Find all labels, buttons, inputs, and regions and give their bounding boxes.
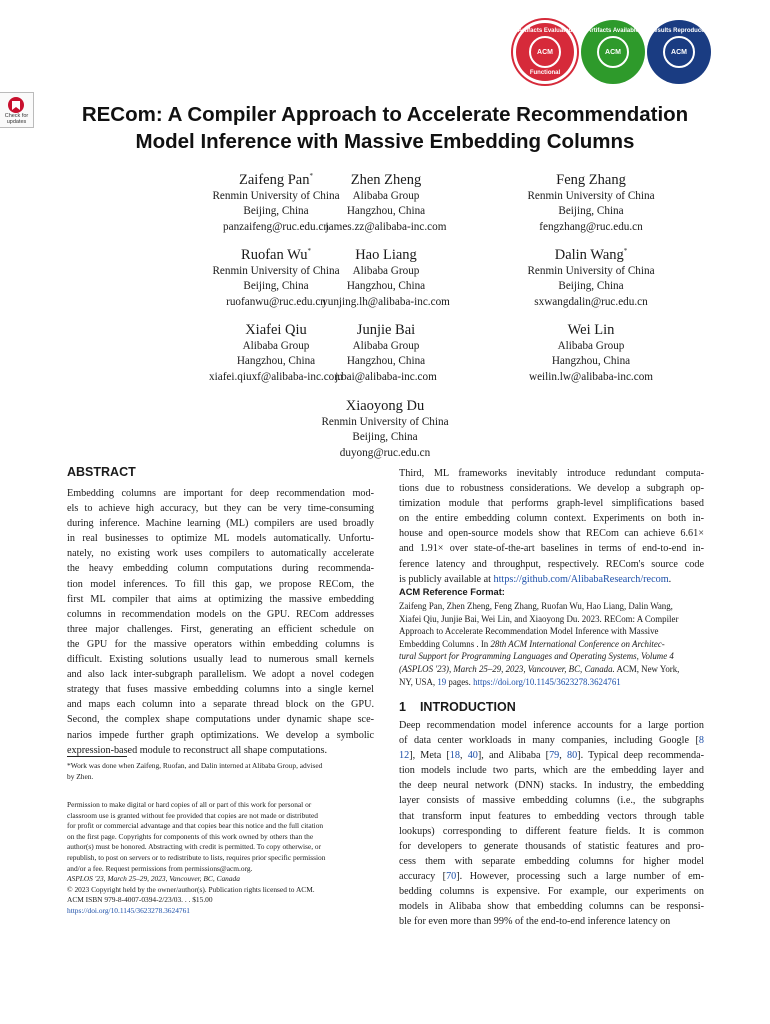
section-number: 1 — [399, 700, 406, 714]
ref-line-3: Approach to Accelerate Recommendation Model Inference with Massive — [399, 626, 659, 637]
abstract-body — [67, 486, 374, 758]
badge-sublabel: Functional — [529, 70, 561, 76]
author-location: Hangzhou, China — [346, 205, 426, 218]
intro-line: accuracy [70]. However, processing such a large number of em- — [399, 870, 704, 882]
intro-line: bedding columns is expensive. For example, our experiments on — [399, 886, 704, 898]
author-name — [276, 168, 496, 189]
author-email[interactable]: fengzhang@ruc.edu.cn — [539, 220, 643, 233]
author-email[interactable]: sxwangdalin@ruc.edu.cn — [534, 295, 648, 308]
author-entry — [481, 243, 701, 310]
intro-line: for developers to generate thousands of statistic features and pro- — [399, 840, 704, 852]
author-affiliation: Renmin University of China — [212, 264, 340, 277]
abstract-line: the heavy embedding column computations during recommenda- — [67, 563, 374, 575]
pages-link[interactable]: 19 — [437, 676, 447, 687]
badge-label: Artifacts Evaluated — [517, 28, 573, 34]
badge-label: Results Reproduced — [649, 28, 709, 34]
author-affiliation: Alibaba Group — [352, 339, 420, 352]
intro-line: lookups) corresponding to different feature fields. It is common — [399, 825, 704, 837]
abstract-line: nately, no existing work uses compilers to automatically accelerate — [67, 548, 374, 560]
author-footnote-mark: * — [307, 247, 311, 255]
intro-line: 12], Meta [18, 40], and Alibaba [79, 80]. Typical deep recommenda- — [399, 750, 704, 762]
permission-line: for profit or commercial advantage and that copies bear this notice and the full citation — [67, 821, 324, 831]
abstract-continued-line: and 1.91× over state-of-the-art baselines in terms of end-to-end in- — [399, 543, 704, 555]
abstract-continued-line: tions due to robustness considerations. We develop a subgraph op- — [399, 483, 704, 495]
permission-line: author(s) must be honored. Abstracting with credit is permitted. To copy otherwise, or — [67, 842, 322, 852]
repo-link[interactable]: https://github.com/AlibabaResearch/recom — [493, 573, 669, 585]
doi-link[interactable]: https://doi.org/10.1145/3623278.3624761 — [67, 905, 190, 915]
acm-logo-icon: ACM — [597, 36, 629, 68]
copyright-line: © 2023 Copyright held by the owner/author(s). Publication rights licensed to ACM. — [67, 884, 315, 894]
badge-label: Artifacts Available — [587, 28, 639, 34]
section-title: INTRODUCTION — [419, 700, 516, 714]
author-name-text: Xiafei Qiu — [245, 321, 307, 338]
citation-link[interactable]: 79 — [549, 750, 560, 762]
author-email[interactable]: j.bai@alibaba-inc.com — [335, 370, 437, 383]
title-line-2: Model Inference with Massive Embedding Columns — [135, 130, 635, 153]
permission-block — [67, 800, 374, 917]
author-name — [275, 394, 495, 415]
author-email[interactable]: panzaifeng@ruc.edu.cn — [223, 220, 329, 233]
permission-line: republish, to post on servers or to redistribute to lists, requires prior specific permission — [67, 852, 326, 862]
author-affiliation: Renmin University of China — [321, 415, 449, 428]
author-name-text: Dalin Wang — [554, 246, 624, 263]
acm-logo-icon: ACM — [529, 36, 561, 68]
citation-link[interactable]: 12 — [399, 750, 410, 762]
artifacts-evaluated-badge[interactable] — [513, 20, 577, 84]
ref-line-7: NY, USA, 19 pages. https://doi.org/10.1145/3623278.3624761 — [399, 676, 621, 687]
author-entry — [481, 318, 701, 385]
author-location: Beijing, China — [243, 205, 309, 218]
abstract-line: narios impede further graph optimizations. We develop a symbolic — [67, 729, 374, 741]
author-entry — [481, 168, 701, 235]
citation-link[interactable]: 80 — [566, 750, 578, 762]
abstract-continued-line: Third, ML frameworks inevitably introduce redundant computa- — [399, 468, 704, 479]
abstract-line: tion model inferences. To fill this gap, we propose RECom, the — [67, 578, 374, 590]
acm-logo-icon: ACM — [663, 36, 695, 68]
artifacts-available-badge[interactable] — [581, 20, 645, 84]
author-name-text: Zaifeng Pan — [239, 171, 310, 188]
author-name — [276, 318, 496, 339]
abstract-line: first ML compiler that aims at optimizing the massive embedding — [67, 593, 374, 605]
footnote — [67, 761, 374, 782]
intro-line: the deep neural network (DNN) stacks. In industry, the embedding — [399, 780, 704, 792]
isbn-line: ACM ISBN 979-8-4007-0394-2/23/03. . . $15.00 — [67, 895, 213, 905]
abstract-line: els to achieve high accuracy, but they can be very time-consuming — [67, 503, 374, 515]
citation-link[interactable]: 40 — [467, 750, 478, 762]
author-affiliation: Alibaba Group — [352, 189, 420, 202]
author-location: Beijing, China — [352, 431, 418, 444]
author-location: Beijing, China — [243, 280, 309, 293]
permission-line: on the first page. Copyrights for components of this work owned by others than the — [67, 831, 314, 841]
ref-line-5: tural Support for Programming Languages and Operating Systems, Volume 4 — [399, 651, 674, 662]
ref-line-1: Zaifeng Pan, Zhen Zheng, Feng Zhang, Ruofan Wu, Hao Liang, Dalin Wang, — [399, 601, 673, 611]
author-name — [481, 243, 701, 264]
author-affiliation: Renmin University of China — [212, 189, 340, 202]
author-location: Hangzhou, China — [346, 280, 426, 293]
doi-link[interactable]: https://doi.org/10.1145/3623278.3624761 — [473, 676, 621, 687]
author-affiliation: Renmin University of China — [527, 264, 655, 277]
author-location: Hangzhou, China — [551, 355, 631, 368]
citation-link[interactable]: 70 — [446, 870, 457, 882]
author-email[interactable]: james.zz@alibaba-inc.com — [325, 220, 447, 233]
author-name — [276, 243, 496, 264]
abstract-line: and maps each column into a separate thread block on the GPU. — [67, 699, 374, 711]
author-affiliation: Alibaba Group — [352, 264, 420, 277]
author-email[interactable]: ruofanwu@ruc.edu.cn — [226, 295, 326, 308]
intro-line: of data center workloads in many companies, including Google [8 — [399, 735, 704, 747]
author-name-text: Hao Liang — [355, 246, 417, 263]
abstract-line: strategy that fuses massive embedding columns into a single kernel — [67, 684, 374, 696]
intro-line: tion models include two parts, which are the embedding layer and — [399, 765, 704, 777]
author-email[interactable]: duyong@ruc.edu.cn — [339, 446, 431, 459]
author-entry — [276, 243, 496, 310]
intro-line: Deep recommendation model inference accounts for a large portion — [399, 720, 704, 731]
abstract-line: in real businesses to optimize ML models automatically. Unfortu- — [67, 533, 374, 545]
abstract-heading: ABSTRACT — [67, 465, 136, 479]
author-affiliation: Alibaba Group — [557, 339, 625, 352]
intro-body — [399, 718, 704, 929]
venue-line: ASPLOS '23, March 25–29, 2023, Vancouver, BC, Canada — [67, 874, 240, 884]
author-location: Beijing, China — [558, 280, 624, 293]
author-email[interactable]: weilin.lw@alibaba-inc.com — [528, 370, 653, 383]
abstract-continued — [399, 466, 704, 587]
author-name-text: Zhen Zheng — [350, 171, 422, 188]
abstract-continued-line: on the entire embedding column context. Experiments on both in- — [399, 513, 704, 525]
intro-line: layer consists of massive embedding columns (i.e., the subgraphs — [399, 795, 704, 807]
author-entry — [276, 318, 496, 385]
abstract-line: during inference. Machine learning (ML) compilers are used broadly — [67, 518, 374, 530]
check-updates-line2: updates — [6, 119, 27, 125]
author-name — [481, 318, 701, 339]
intro-line: models in Alibaba show that embedding columns can be responsi- — [399, 901, 704, 913]
author-location: Hangzhou, China — [236, 355, 316, 368]
ref-line-2: Xiafei Qiu, Junjie Bai, Wei Lin, and Xiaoyong Du. 2023. RECom: A Compiler — [399, 613, 679, 624]
footnote-line-1: *Work was done when Zaifeng, Ruofan, and Dalin interned at Alibaba Group, advised — [67, 761, 323, 770]
author-name — [481, 168, 701, 189]
abstract-line: columns in recommendation models on the GPU. RECom addresses — [67, 608, 374, 620]
author-footnote-mark: * — [309, 172, 313, 180]
abstract-line: expression-based module to reconstruct all shape computations. — [67, 744, 327, 756]
check-updates-line1: Check for — [4, 113, 29, 119]
results-reproduced-badge[interactable] — [647, 20, 711, 84]
permission-line: and/or a fee. Request permissions from permissions@acm.org. — [67, 863, 253, 873]
author-affiliation: Renmin University of China — [527, 189, 655, 202]
abstract-continued-line: is publicly available at https://github.com/AlibabaResearch/recom. — [399, 573, 672, 585]
author-name-text: Wei Lin — [567, 321, 615, 338]
author-location: Beijing, China — [558, 205, 624, 218]
intro-line: ble for even more than 99% of the end-to-end inference latency on — [399, 916, 671, 928]
paper-title — [0, 101, 770, 155]
intro-line: that transform input features to embedding vectors through table — [399, 810, 704, 822]
author-entry — [276, 168, 496, 235]
abstract-continued-line: ference latency and throughput, respectively. RECom's source code — [399, 558, 704, 570]
abstract-line: Second, the complex shape computations under dynamic shape sce- — [67, 714, 374, 726]
author-affiliation: Alibaba Group — [242, 339, 310, 352]
author-location: Hangzhou, China — [346, 355, 426, 368]
author-name-text: Ruofan Wu — [241, 246, 308, 263]
abstract-continued-line: timization module that performs graph-level simplifications based — [399, 498, 704, 510]
ref-line-4: Embedding Columns . In 28th ACM International Conference on Architec- — [399, 638, 665, 649]
abstract-line: difficult. Existing solutions usually lead to numerous small kernels — [67, 654, 374, 666]
author-email[interactable]: yunjing.lh@alibaba-inc.com — [322, 295, 450, 308]
intro-heading — [399, 700, 516, 714]
permission-line: Permission to make digital or hard copies of all or part of this work for personal or — [67, 800, 312, 809]
abstract-continued-line: house and open-source models show that RECom can achieve 6.61× — [399, 528, 704, 540]
reference-format-body — [399, 600, 704, 688]
author-email[interactable]: xiafei.qiuxf@alibaba-inc.com — [209, 370, 343, 383]
intro-line: cess them with separate embedding columns for higher model — [399, 855, 704, 867]
footnote-rule — [67, 756, 127, 757]
abstract-line: and also lack inter-subgraph parallelism. We adopt a novel codegen — [67, 669, 374, 681]
author-name-text: Feng Zhang — [556, 171, 626, 188]
title-line-1: RECom: A Compiler Approach to Accelerate Recommendation — [81, 103, 689, 126]
author-name-text: Xiaoyong Du — [345, 397, 425, 414]
permission-line: classroom use is granted without fee provided that copies are not made or distributed — [67, 810, 319, 820]
abstract-line: Embedding columns are important for deep recommendation mod- — [67, 488, 374, 499]
citation-link[interactable]: 18 — [449, 750, 460, 762]
author-entry — [275, 394, 495, 461]
citation-link[interactable]: 8 — [698, 735, 704, 747]
ref-line-6: (ASPLOS '23), March 25–29, 2023, Vancouver, BC, Canada. ACM, New York, — [399, 663, 680, 674]
author-name-text: Junjie Bai — [356, 321, 416, 338]
footnote-line-2: by Zhen. — [67, 771, 94, 781]
author-footnote-mark: * — [623, 247, 628, 255]
abstract-line: the GPU for the massive operators within embedding columns is — [67, 638, 374, 650]
abstract-line: three major challenges. First, generating an efficient schedule on — [67, 623, 374, 635]
reference-format-heading: ACM Reference Format: — [399, 587, 505, 597]
